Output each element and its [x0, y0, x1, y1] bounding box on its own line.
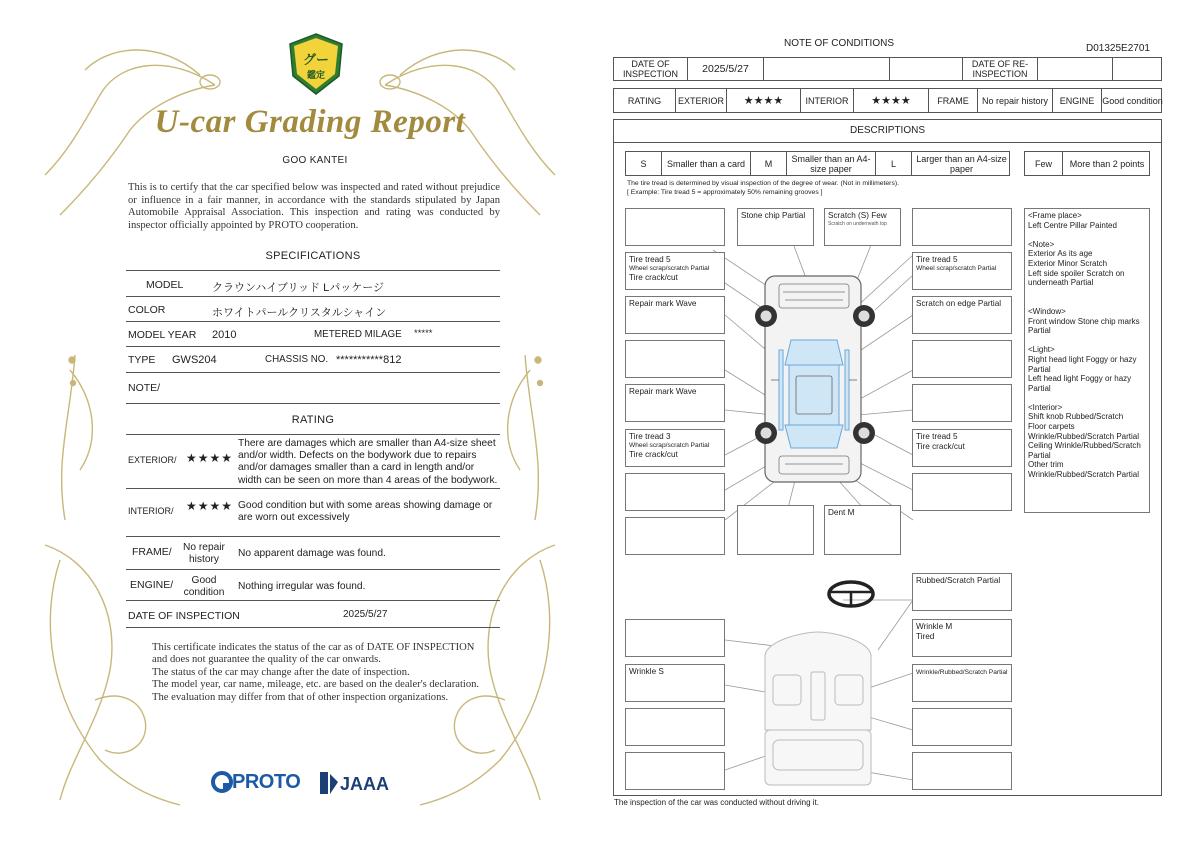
scratch-few-text: Scratch (S) Few	[828, 211, 887, 220]
empty-cell	[1113, 58, 1163, 80]
empty-cell	[890, 58, 963, 80]
note-box-tire-front-right	[912, 252, 1012, 290]
sheet-title: NOTE OF CONDITIONS	[784, 38, 894, 49]
jaaa-logo-icon	[318, 770, 340, 796]
metered-mileage-label: METERED MILAGE	[314, 329, 402, 340]
exterior-description: There are damages which are smaller than A4-size sheet and/or width. Defects on the bodywork due to repairs and/or damages smaller than a card in length and/or width can be seen on more than 4 areas of the bodywork.	[238, 438, 498, 486]
exterior-label: EXTERIOR/	[128, 455, 177, 465]
tread-example: [ Example: Tire tread 5 = approximately 50% remaining grooves ]	[627, 189, 823, 196]
divider	[126, 434, 500, 435]
legend-l: L	[876, 152, 912, 175]
note-box	[912, 752, 1012, 790]
wrinkle-s-text: Wrinkle S	[629, 667, 664, 676]
scratch-edge-text: Scratch on edge Partial	[916, 299, 1002, 308]
exterior-stars: ★★★★	[727, 89, 801, 112]
frame-label: FRAME	[929, 89, 978, 112]
note-box	[625, 340, 725, 378]
note-box	[625, 473, 725, 511]
note-box-dent	[824, 505, 901, 555]
interior-description: Good condition but with some areas showing damage or are worn out excessively	[238, 500, 493, 524]
certificate-title: U-car Grading Report	[154, 104, 466, 140]
date-of-inspection-label: DATE OF INSPECTION	[614, 58, 688, 80]
frame-label: FRAME/	[132, 546, 172, 558]
tire-fl-sub: Wheel scrap/scratch Partial	[629, 265, 710, 272]
side-notes-text: <Frame place> Left Centre Pillar Painted <Note> Exterior As its age Exterior Minor Scratch Left side spoiler Scratch on underneath Partial <Window> Front window Stone chip marks Partial <Light> Right head light Foggy or hazy Partial Left head light Foggy or hazy Partial <Interior> Shift knob Rubbed/Scratch Floor carpets Wrinkle/Rubbed/Scratch Partial Ceiling Wrinkle/Rubbed/Scratch Partial Other trim Wrinkle/Rubbed/Scratch Partial	[1028, 211, 1141, 480]
engine-label: ENGINE/	[130, 579, 174, 591]
proto-logo-icon	[211, 771, 233, 793]
date-of-reinspection-label: DATE OF RE-INSPECTION	[963, 58, 1038, 80]
divider	[126, 488, 500, 489]
certificate-subtitle: GOO KANTEI	[282, 155, 348, 166]
interior-label: INTERIOR	[801, 89, 854, 112]
interior-stars: ★★★★	[854, 89, 929, 112]
divider	[126, 346, 500, 347]
tire-fr-title: Tire tread 5	[916, 255, 958, 264]
empty-cell	[1038, 58, 1113, 80]
tire-fl-extra: Tire crack/cut	[629, 273, 678, 282]
svg-text:グー: グー	[302, 53, 330, 68]
few-legend	[1024, 151, 1150, 176]
date-of-inspection-label: DATE OF INSPECTION	[128, 610, 240, 622]
note-box	[912, 708, 1012, 746]
engine-value: Good condition	[1102, 95, 1163, 106]
tire-rr-extra: Tire crack/cut	[916, 442, 965, 451]
type-value: GWS204	[172, 354, 217, 366]
wrinkle-rubbed-text: Wrinkle/Rubbed/Scratch Partial	[916, 669, 1008, 676]
divider	[126, 569, 500, 570]
note-box-repair-1	[625, 296, 725, 334]
note-box-repair-2	[625, 384, 725, 422]
engine-description: Nothing irregular was found.	[238, 581, 366, 592]
note-box-wrinkle-s	[625, 664, 725, 702]
date-of-inspection-value: 2025/5/27	[688, 58, 764, 80]
note-box-tire-front-left	[625, 252, 725, 290]
tire-rl-extra: Tire crack/cut	[629, 450, 678, 459]
chassis-value: ***********812	[336, 354, 402, 366]
tire-rl-title: Tire tread 3	[629, 432, 671, 441]
tread-note: The tire tread is determined by visual inspection of the degree of wear. (Not in millimeters).	[627, 180, 899, 187]
stone-chip-text: Stone chip Partial	[741, 211, 806, 220]
rubbed-text: Rubbed/Scratch Partial	[916, 576, 1001, 585]
note-box	[737, 505, 814, 555]
color-value: ホワイトパールクリスタルシャイン	[212, 307, 387, 319]
note-box	[912, 340, 1012, 378]
frame-description: No apparent damage was found.	[238, 548, 386, 559]
model-year-label: MODEL YEAR	[128, 329, 197, 341]
divider	[126, 270, 500, 271]
engine-value: Good condition	[183, 575, 225, 598]
rating-row	[613, 88, 1162, 113]
note-box-wrinkle-rubbed	[912, 664, 1012, 702]
legend-m: M	[751, 152, 787, 175]
tire-rr-title: Tire tread 5	[916, 432, 958, 441]
divider	[126, 321, 500, 322]
note-box	[912, 384, 1012, 422]
interior-stars: ★★★★	[186, 499, 234, 513]
exterior-stars: ★★★★	[186, 451, 234, 465]
scratch-few-sub: Scratch on underneath top	[828, 221, 887, 227]
tire-fl-title: Tire tread 5	[629, 255, 671, 264]
frame-value: No repair history	[183, 542, 225, 565]
empty-cell	[764, 58, 890, 80]
jaaa-logo: JAAA	[340, 774, 390, 794]
goo-kantei-badge-icon	[287, 32, 345, 96]
certificate-intro: This is to certify that the car specified below was inspected and rated without prejudice or influence in a fair manner, in accordance with the standards stipulated by Japan Automobile Appraisal Association. This inspection and rating was conducted by inspector officially appointed by PROTO cooperation.	[128, 182, 500, 231]
exterior-label: EXTERIOR	[676, 89, 727, 112]
repair-wave-2-text: Repair mark Wave	[629, 387, 697, 396]
note-box-tire-rear-left	[625, 429, 725, 467]
note-box-stone-chip	[737, 208, 814, 246]
note-box	[625, 208, 725, 246]
descriptions-heading: DESCRIPTIONS	[613, 119, 1162, 143]
note-box	[912, 208, 1012, 246]
model-label: MODEL	[146, 279, 184, 291]
note-box	[625, 752, 725, 790]
note-box-tire-rear-right	[912, 429, 1012, 467]
note-box	[625, 619, 725, 657]
date-of-inspection-value: 2025/5/27	[343, 609, 388, 620]
proto-logo: PROTO	[232, 771, 301, 793]
svg-text:鑑定: 鑑定	[306, 71, 326, 81]
tire-rl-sub: Wheel scrap/scratch Partial	[629, 442, 710, 449]
tire-fr-sub: Wheel scrap/scratch Partial	[916, 265, 997, 272]
divider	[126, 296, 500, 297]
type-label: TYPE	[128, 354, 156, 366]
legend-few: Few	[1025, 152, 1063, 175]
divider	[126, 600, 500, 601]
note-box	[625, 708, 725, 746]
legend-s-desc: Smaller than a card	[662, 152, 751, 175]
note-box	[912, 473, 1012, 511]
model-value: クラウンハイブリッド Lパッケージ	[212, 282, 384, 294]
divider	[126, 627, 500, 628]
date-row	[613, 57, 1162, 81]
chassis-label: CHASSIS NO.	[265, 354, 329, 365]
color-label: COLOR	[128, 304, 166, 316]
metered-mileage-value: *****	[414, 328, 433, 339]
note-label: NOTE/	[128, 382, 161, 394]
note-box-scratch-edge	[912, 296, 1012, 334]
legend-s: S	[626, 152, 662, 175]
rating-heading: RATING	[291, 414, 335, 426]
note-box-rubbed	[912, 573, 1012, 611]
divider	[126, 536, 500, 537]
note-box	[625, 517, 725, 555]
frame-value: No repair history	[978, 89, 1053, 112]
legend-m-desc: Smaller than an A4-size paper	[787, 152, 876, 175]
divider	[126, 403, 500, 404]
note-box-wrinkle-m	[912, 619, 1012, 657]
model-year-value: 2010	[212, 329, 237, 341]
size-legend	[625, 151, 1010, 176]
tired-text: Tired	[916, 632, 935, 641]
certificate-disclaimer: This certificate indicates the status of the car as of DATE OF INSPECTION and does not guarantee the quality of the car onwards. The status of the car may change after the date of inspection. The model year, car name, mileage, etc. are based on the dealer's declaration. The evaluation may differ from that of other inspection organizations.	[152, 642, 480, 703]
rating-label: RATING	[614, 89, 676, 112]
document-id: D01325E2701	[1086, 43, 1150, 54]
specifications-heading: SPECIFICATIONS	[265, 250, 361, 262]
steering-wheel-icon	[829, 582, 873, 606]
wrinkle-m-text: Wrinkle M	[916, 622, 953, 631]
engine-label: ENGINE	[1053, 89, 1102, 112]
interior-label: INTERIOR/	[128, 506, 174, 516]
legend-l-desc: Larger than an A4-size paper	[916, 153, 1007, 174]
legend-few-desc: More than 2 points	[1069, 158, 1145, 169]
side-notes	[1024, 208, 1150, 513]
dent-text: Dent M	[828, 508, 855, 517]
sheet-footer: The inspection of the car was conducted without driving it.	[614, 798, 819, 807]
note-box-scratch	[824, 208, 901, 246]
repair-wave-1-text: Repair mark Wave	[629, 299, 697, 308]
divider	[126, 372, 500, 373]
